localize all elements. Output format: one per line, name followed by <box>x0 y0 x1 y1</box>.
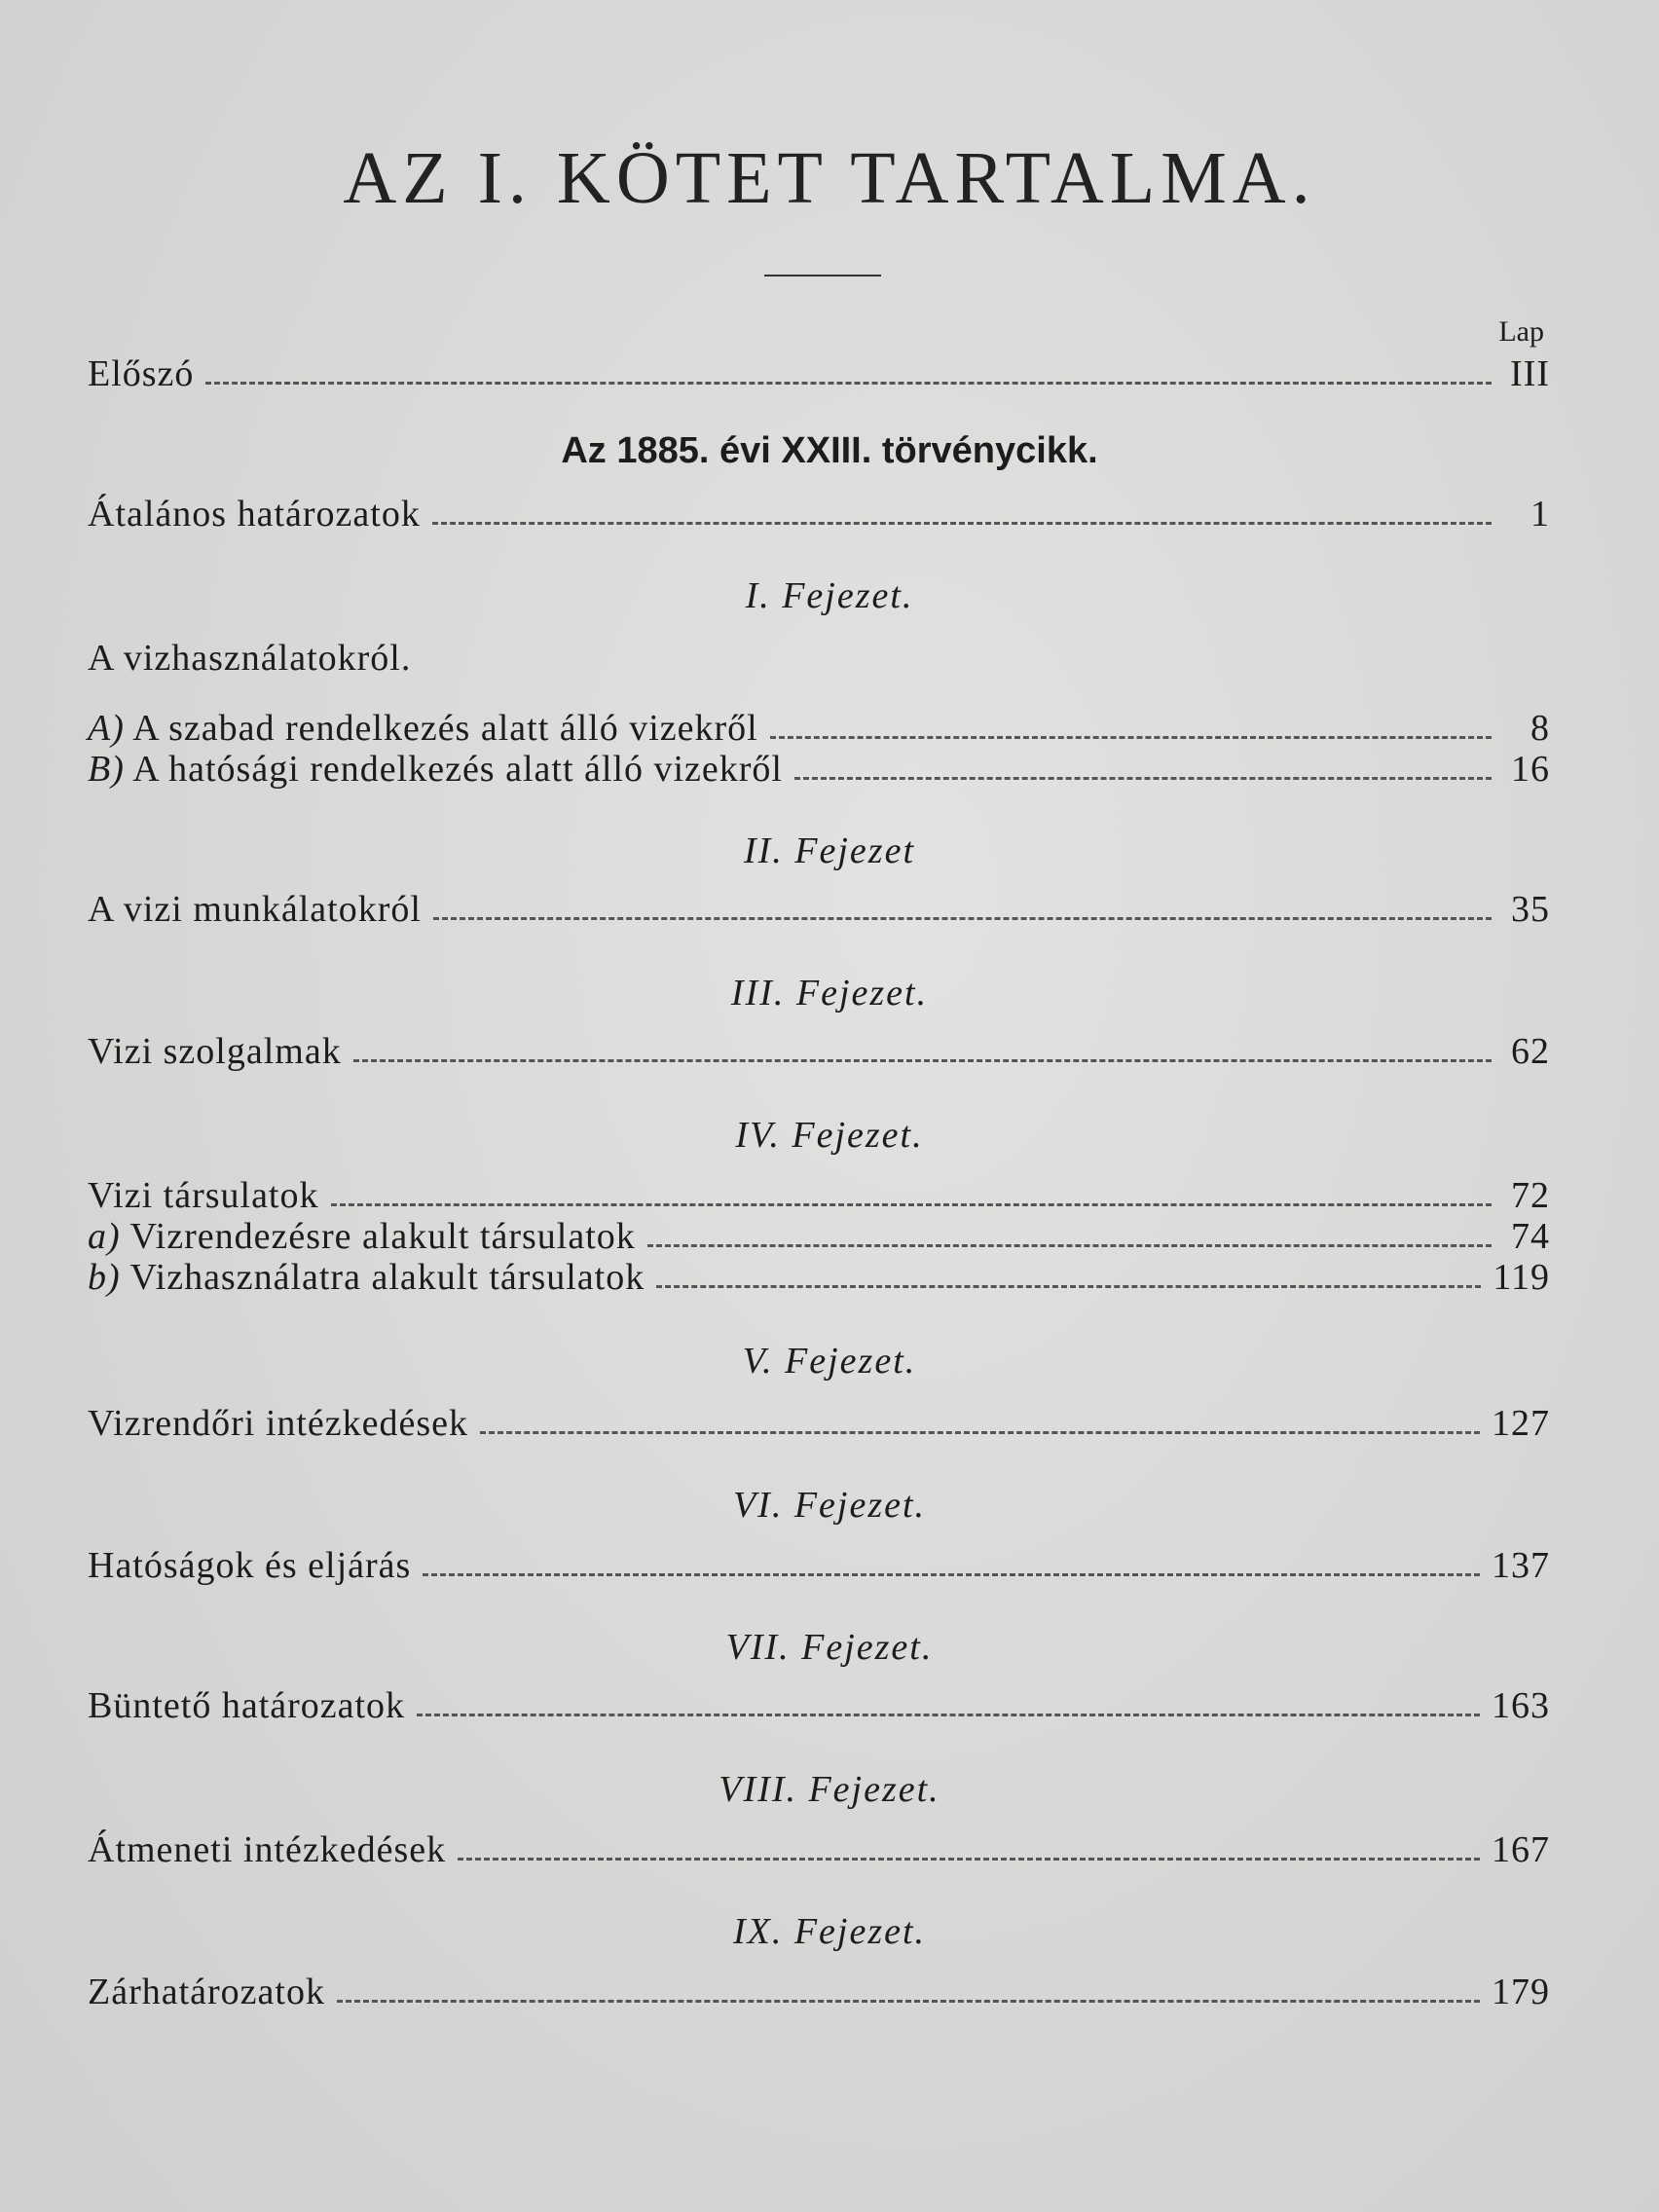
toc-entry-1b <box>88 748 1550 796</box>
toc-entry-preface <box>88 352 1550 401</box>
dot-leader <box>770 724 1492 739</box>
entry-label: Vizrendőri intézkedések <box>88 1403 469 1444</box>
entry-page: 163 <box>1492 1685 1550 1726</box>
dot-leader <box>794 765 1492 780</box>
entry-page: 74 <box>1511 1216 1550 1257</box>
chapter-heading-9: IX. Fejezet. <box>732 1911 927 1952</box>
entry-prefix: A) <box>88 708 125 749</box>
entry-page: 8 <box>1530 708 1550 749</box>
dot-leader <box>417 1702 1480 1716</box>
page-column-header: Lap <box>1498 315 1544 348</box>
toc-entry-9 <box>88 1971 1550 2019</box>
dot-leader <box>432 510 1492 525</box>
entry-page: III <box>1510 353 1550 394</box>
entry-label: A hatósági rendelkezés alatt álló vizekről <box>132 749 783 790</box>
entry-page: 35 <box>1511 889 1550 930</box>
chapter-heading-5: V. Fejezet. <box>742 1341 917 1382</box>
page-title: AZ I. KÖTET TARTALMA. <box>343 137 1316 219</box>
title-rule <box>764 275 881 276</box>
entry-label: Átmeneti intézkedések <box>88 1829 447 1870</box>
chapter-heading-3: III. Fejezet. <box>730 973 929 1014</box>
chapter-heading-7: VII. Fejezet. <box>725 1627 934 1668</box>
toc-entry-5 <box>88 1402 1550 1451</box>
toc-entry-8 <box>88 1828 1550 1877</box>
chapter-heading-4: IV. Fejezet. <box>735 1115 924 1156</box>
entry-prefix: B) <box>88 749 125 790</box>
dot-leader <box>458 1846 1480 1861</box>
entry-page: 179 <box>1492 1972 1550 2012</box>
entry-page: 127 <box>1492 1403 1550 1444</box>
entry-label: Hatóságok és eljárás <box>88 1545 412 1586</box>
entry-prefix: a) <box>88 1216 121 1257</box>
entry-label: Vizhasználatra alakult társulatok <box>129 1257 645 1298</box>
entry-page: 72 <box>1511 1175 1550 1216</box>
toc-entry-2 <box>88 888 1550 937</box>
entry-label: Vizi társulatok <box>88 1175 319 1216</box>
toc-entry-4b <box>88 1256 1550 1305</box>
entry-page: 1 <box>1530 494 1550 535</box>
entry-page: 167 <box>1492 1829 1550 1870</box>
entry-page: 16 <box>1511 749 1550 790</box>
dot-leader <box>423 1562 1480 1576</box>
entry-page: 119 <box>1493 1257 1550 1298</box>
entry-label: Büntető határozatok <box>88 1685 406 1726</box>
dot-leader <box>433 905 1492 920</box>
dot-leader <box>647 1233 1492 1247</box>
entry-prefix: b) <box>88 1257 121 1298</box>
dot-leader <box>353 1048 1492 1062</box>
entry-label: A vizi munkálatokról <box>88 889 422 930</box>
entry-page: 137 <box>1492 1545 1550 1586</box>
toc-entry-3 <box>88 1030 1550 1079</box>
dot-leader <box>205 370 1492 385</box>
toc-entry-6 <box>88 1544 1550 1593</box>
entry-label: Előszó <box>88 353 195 394</box>
toc-entry-7 <box>88 1684 1550 1733</box>
chapter-heading-2: II. Fejezet <box>743 830 916 871</box>
entry-label: Vizrendezésre alakult társulatok <box>129 1216 636 1257</box>
toc-entry-general <box>88 493 1550 541</box>
law-title: Az 1885. évi XXIII. törvénycikk. <box>561 430 1098 471</box>
entry-page: 62 <box>1511 1031 1550 1072</box>
chapter-heading-8: VIII. Fejezet. <box>719 1769 940 1810</box>
dot-leader <box>337 1988 1480 2003</box>
chapter-heading-6: VI. Fejezet. <box>732 1485 927 1526</box>
dot-leader <box>331 1192 1493 1206</box>
entry-label: Átalános határozatok <box>88 494 421 535</box>
dot-leader <box>480 1419 1480 1434</box>
entry-label: Vizi szolgalmak <box>88 1031 342 1072</box>
entry-label: Zárhatározatok <box>88 1972 325 2012</box>
dot-leader <box>656 1273 1481 1288</box>
entry-label: A szabad rendelkezés alatt álló vizekről <box>132 708 758 749</box>
chapter-subtitle: A vizhasználatokról. <box>88 638 412 679</box>
chapter-heading-1: I. Fejezet. <box>745 575 914 616</box>
